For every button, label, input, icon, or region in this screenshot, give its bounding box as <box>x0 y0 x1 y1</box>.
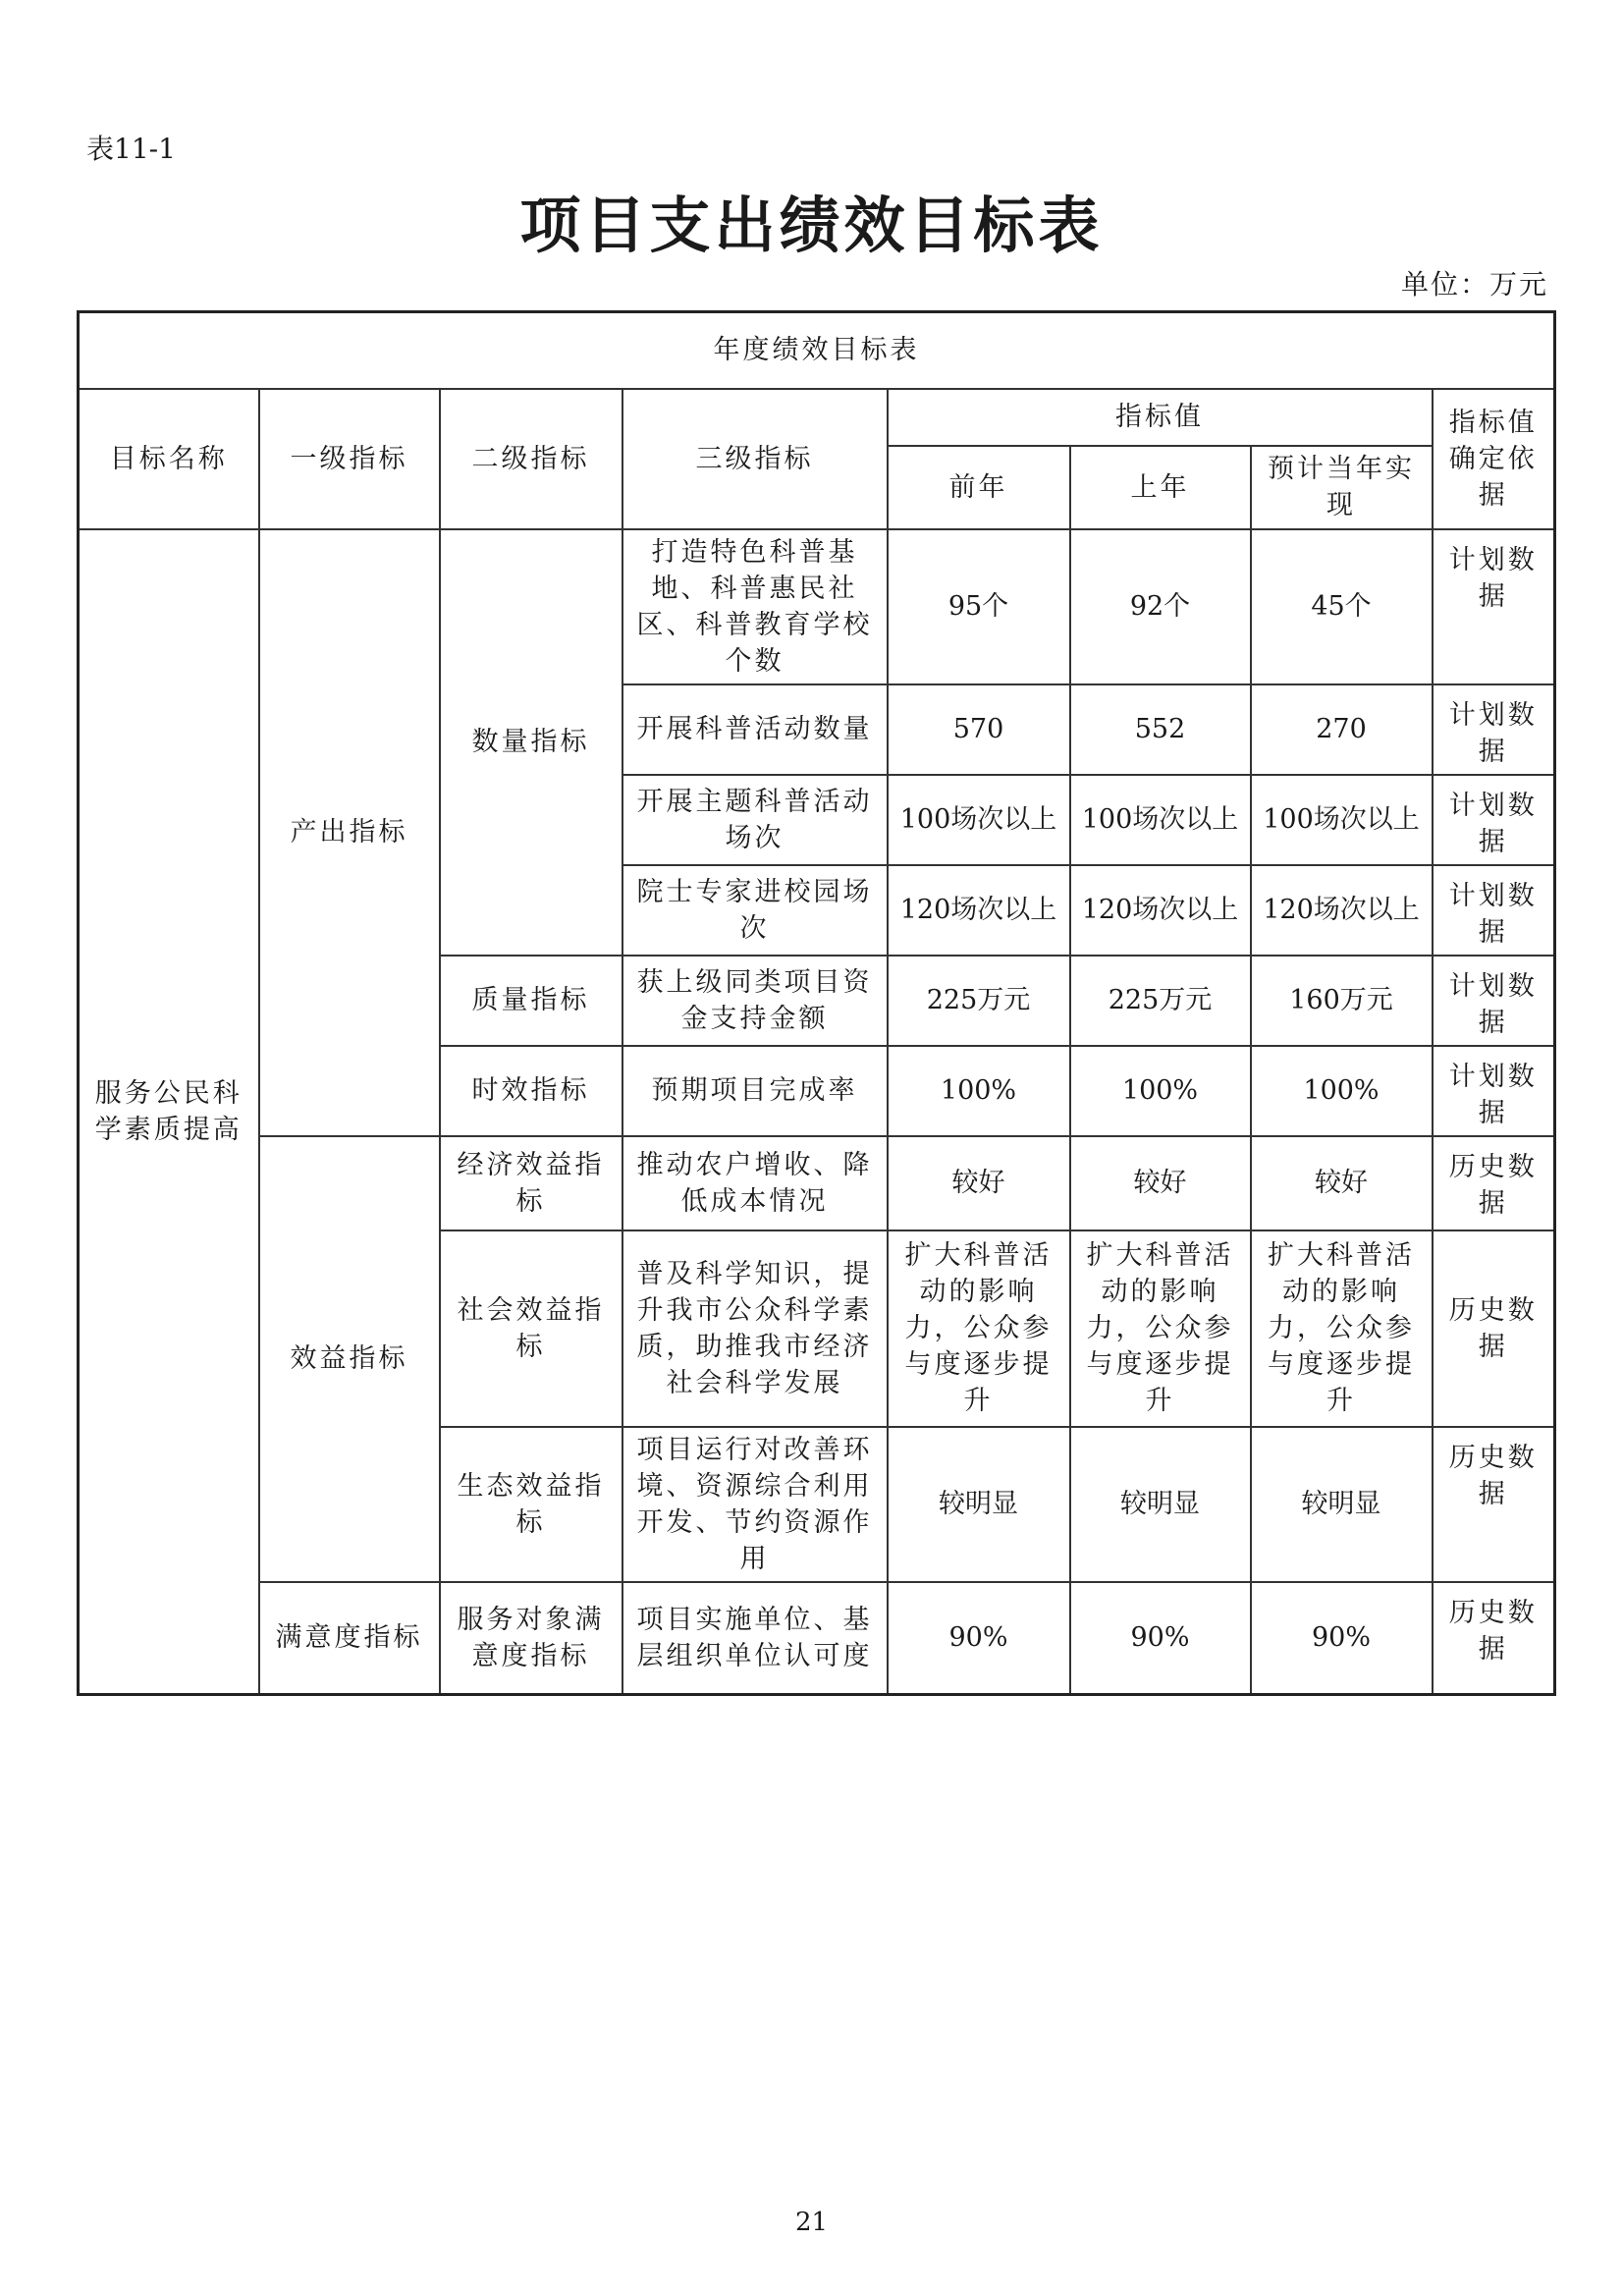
indicator-cell: 项目运行对改善环境、资源综合利用开发、节约资源作用 <box>622 1427 888 1582</box>
indicator-cell: 开展主题科普活动场次 <box>622 775 888 865</box>
last-year-value: 扩大科普活动的影响力，公众参与度逐步提升 <box>1070 1230 1251 1427</box>
header-level1: 一级指标 <box>259 389 440 529</box>
basis-value: 计划数据 <box>1433 1046 1555 1136</box>
document-title: 项目支出绩效目标表 <box>519 190 1104 261</box>
last-year-value: 较明显 <box>1070 1427 1251 1582</box>
last-year-value: 100场次以上 <box>1070 775 1251 865</box>
basis-value: 计划数据 <box>1433 684 1555 775</box>
prev-year-value: 225万元 <box>888 956 1070 1046</box>
performance-table-container <box>77 310 1553 1696</box>
prev-year-value: 120场次以上 <box>888 865 1070 956</box>
basis-value: 计划数据 <box>1433 775 1555 865</box>
expected-value: 160万元 <box>1251 956 1433 1046</box>
expected-value: 100场次以上 <box>1251 775 1433 865</box>
level2-social: 社会效益指标 <box>440 1230 622 1427</box>
header-expected: 预计当年实现 <box>1251 446 1433 529</box>
last-year-value: 90% <box>1070 1582 1251 1695</box>
level1-satisfaction: 满意度指标 <box>259 1582 440 1695</box>
indicator-cell: 预期项目完成率 <box>622 1046 888 1136</box>
indicator-cell: 项目实施单位、基层组织单位认可度 <box>622 1582 888 1695</box>
prev-year-value: 95个 <box>888 529 1070 684</box>
prev-year-value: 100场次以上 <box>888 775 1070 865</box>
level2-quality: 质量指标 <box>440 956 622 1046</box>
indicator-cell: 打造特色科普基地、科普惠民社区、科普教育学校个数 <box>622 529 888 684</box>
indicator-cell: 开展科普活动数量 <box>622 684 888 775</box>
basis-value: 历史数据 <box>1433 1136 1555 1230</box>
header-last-year: 上年 <box>1070 446 1251 529</box>
header-level3: 三级指标 <box>622 389 888 529</box>
prev-year-value: 90% <box>888 1582 1070 1695</box>
last-year-value: 552 <box>1070 684 1251 775</box>
performance-goal-table <box>77 310 1556 1696</box>
page-number: 21 <box>794 2208 829 2237</box>
expected-value: 较好 <box>1251 1136 1433 1230</box>
basis-value: 计划数据 <box>1433 956 1555 1046</box>
last-year-value: 120场次以上 <box>1070 865 1251 956</box>
last-year-value: 100% <box>1070 1046 1251 1136</box>
level2-quantity: 数量指标 <box>440 529 622 956</box>
goal-name-cell: 服务公民科学素质提高 <box>79 529 259 1695</box>
basis-value: 历史数据 <box>1433 1427 1555 1582</box>
prev-year-value: 较明显 <box>888 1427 1070 1582</box>
expected-value: 120场次以上 <box>1251 865 1433 956</box>
level1-benefit: 效益指标 <box>259 1136 440 1582</box>
level2-economic: 经济效益指标 <box>440 1136 622 1230</box>
expected-value: 扩大科普活动的影响力，公众参与度逐步提升 <box>1251 1230 1433 1427</box>
indicator-cell: 普及科学知识，提升我市公众科学素质，助推我市经济社会科学发展 <box>622 1230 888 1427</box>
header-goal-name: 目标名称 <box>79 389 259 529</box>
level2-timeliness: 时效指标 <box>440 1046 622 1136</box>
last-year-value: 225万元 <box>1070 956 1251 1046</box>
header-prev-year: 前年 <box>888 446 1070 529</box>
expected-value: 270 <box>1251 684 1433 775</box>
prev-year-value: 较好 <box>888 1136 1070 1230</box>
table-caption: 年度绩效目标表 <box>79 312 1555 389</box>
expected-value: 45个 <box>1251 529 1433 684</box>
table-number: 表11-1 <box>86 133 176 165</box>
basis-value: 计划数据 <box>1433 865 1555 956</box>
level2-ecological: 生态效益指标 <box>440 1427 622 1582</box>
header-basis: 指标值确定依据 <box>1433 389 1555 529</box>
indicator-cell: 院士专家进校园场次 <box>622 865 888 956</box>
last-year-value: 较好 <box>1070 1136 1251 1230</box>
unit-label: 单位：万元 <box>1400 268 1548 301</box>
basis-value: 历史数据 <box>1433 1582 1555 1695</box>
basis-value: 计划数据 <box>1433 529 1555 684</box>
prev-year-value: 扩大科普活动的影响力，公众参与度逐步提升 <box>888 1230 1070 1427</box>
expected-value: 较明显 <box>1251 1427 1433 1582</box>
basis-value: 历史数据 <box>1433 1230 1555 1427</box>
expected-value: 100% <box>1251 1046 1433 1136</box>
prev-year-value: 570 <box>888 684 1070 775</box>
header-level2: 二级指标 <box>440 389 622 529</box>
indicator-cell: 推动农户增收、降低成本情况 <box>622 1136 888 1230</box>
last-year-value: 92个 <box>1070 529 1251 684</box>
prev-year-value: 100% <box>888 1046 1070 1136</box>
header-indicator-value: 指标值 <box>888 389 1433 446</box>
indicator-cell: 获上级同类项目资金支持金额 <box>622 956 888 1046</box>
expected-value: 90% <box>1251 1582 1433 1695</box>
level2-service: 服务对象满意度指标 <box>440 1582 622 1695</box>
level1-output: 产出指标 <box>259 529 440 1136</box>
